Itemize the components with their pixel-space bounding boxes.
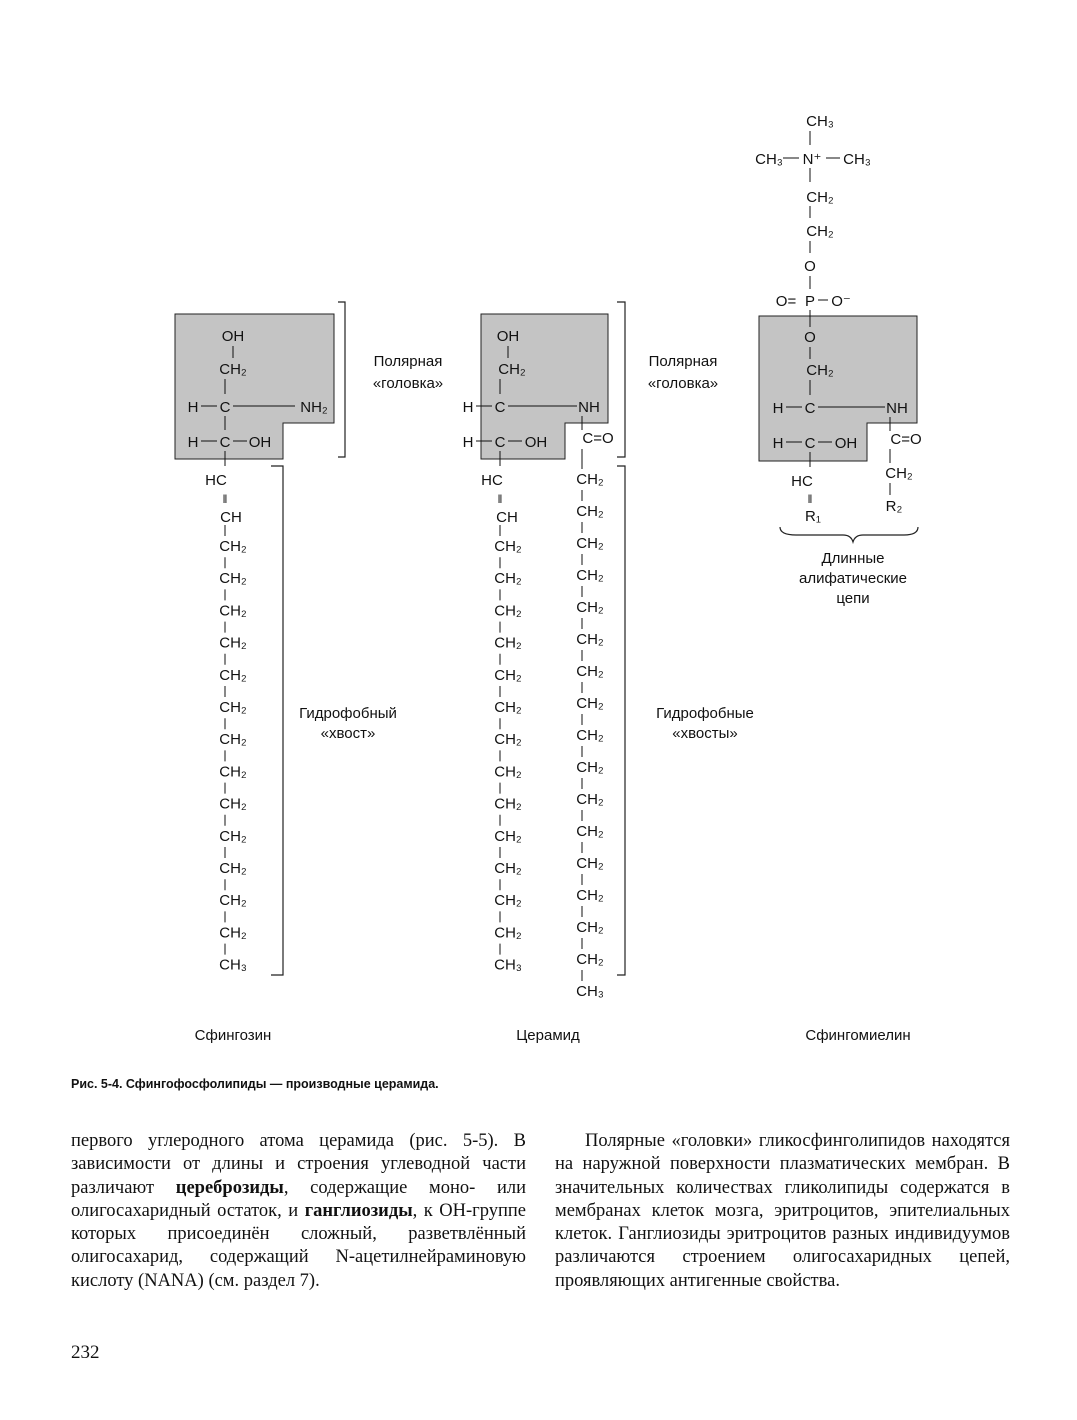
svg-text:OH: OH xyxy=(834,435,858,452)
sphingomyelin-chains-brace xyxy=(780,527,918,542)
figure-caption: Рис. 5-4. Сфингофосфолипиды — производные церамида. xyxy=(71,1077,439,1091)
sphingosine-tail-atoms xyxy=(205,472,242,526)
ceramide-fatty-acid-chain xyxy=(576,458,604,1000)
svg-text:HC: HC xyxy=(205,472,227,489)
chain-ch2: CH₂ xyxy=(494,731,522,749)
chain-ch2: CH₂ xyxy=(576,791,604,808)
svg-text:CH₃: CH₃ xyxy=(755,151,783,168)
chain-ch2: CH₂ xyxy=(494,892,522,910)
chain-ch2: CH₂ xyxy=(494,666,522,684)
sphingosine-tail-bracket xyxy=(271,466,283,975)
svg-text:O=: O= xyxy=(775,293,797,310)
chain-ch3: CH₃ xyxy=(219,956,247,974)
svg-text:CH: CH xyxy=(496,509,518,526)
ceramide-head-label-1: Полярная xyxy=(648,353,718,370)
sphingomyelin-structure xyxy=(755,113,922,1044)
chain-ch2: CH₂ xyxy=(219,763,247,781)
svg-text:C: C xyxy=(494,434,506,451)
sphingomyelin-name: Сфингомиелин xyxy=(805,1027,911,1044)
svg-text:C=O: C=O xyxy=(890,431,922,448)
chain-ch2: CH₂ xyxy=(219,892,247,910)
ceramide-tail-label-2: «хвосты» xyxy=(672,725,738,742)
sphingomyelin-chains-label-1: Длинные xyxy=(821,550,885,567)
sphingosine-structure xyxy=(175,302,443,1044)
chain-ch2: CH₂ xyxy=(219,795,247,813)
chain-ch2: CH₂ xyxy=(219,538,247,555)
sphingosine-head-bracket xyxy=(338,302,345,457)
svg-text:OH: OH xyxy=(221,328,245,345)
chain-ch2: CH₂ xyxy=(576,503,604,520)
chain-ch2: CH₂ xyxy=(219,731,247,749)
sphingosine-head-label-2: «головка» xyxy=(372,375,444,392)
page-number: 232 xyxy=(71,1342,100,1363)
chain-ch2: CH₂ xyxy=(494,699,522,716)
chain-ch2: CH₂ xyxy=(576,471,604,488)
svg-text:CH₃: CH₃ xyxy=(806,113,834,130)
chain-ch2: CH₂ xyxy=(494,827,522,845)
svg-text:CH₂: CH₂ xyxy=(498,361,526,378)
paragraph-right: Полярные «головки» гликосфинголипидов находятся на наружной поверхности плазматических мембран. В значительных количествах гликолипиды содержатся в мембранах клеток мозга, эритроцитов, эпителиальных клеток. Ганглиозиды эритроцитов разных индивидуумов различаются строением олигосахаридных цепей, проявляющих антигенные свойства. xyxy=(555,1131,1010,1291)
paragraph-left: первого углеродного атома церамида (рис. 5-5). В зависимости от длины и строения углеводной части различают цереброзиды, содержащие моно- или олигосахаридный остаток, и ганглиозиды, к ОН-группе которых присоединён сложный, разветвлённый олигосахарид, содержащий N-ацетилнейраминовую кислоту (NANA) (см. раздел 7). xyxy=(71,1131,526,1291)
sphingosine-tail-label-1: Гидрофобный xyxy=(299,705,397,722)
chain-ch2: CH₂ xyxy=(494,795,522,813)
chain-ch2: CH₂ xyxy=(219,634,247,652)
svg-text:H: H xyxy=(772,400,784,417)
chain-ch2: CH₂ xyxy=(219,924,247,942)
chain-ch2: CH₂ xyxy=(494,602,522,620)
svg-text:P: P xyxy=(804,293,816,310)
svg-text:CH₂: CH₂ xyxy=(219,361,247,378)
chain-ch2: CH₂ xyxy=(576,631,604,648)
chain-ch2: CH₂ xyxy=(494,860,522,877)
svg-text:‖: ‖ xyxy=(497,492,503,506)
svg-text:C: C xyxy=(804,400,816,417)
chain-ch2: CH₂ xyxy=(219,699,247,716)
svg-text:H: H xyxy=(772,435,784,452)
svg-text:OH: OH xyxy=(248,434,272,451)
svg-text:CH₃: CH₃ xyxy=(843,151,871,168)
text-column-right xyxy=(555,1130,1010,1293)
ceramide-tail-bracket xyxy=(617,466,625,975)
chain-ch2: CH₂ xyxy=(219,666,247,684)
svg-text:CH: CH xyxy=(220,509,242,526)
sphingomyelin-chains-label-3: цепи xyxy=(836,590,870,607)
chain-ch2: CH₂ xyxy=(219,860,247,877)
chain-ch2: CH₂ xyxy=(576,951,604,968)
sphingosine-tail-label-2: «хвост» xyxy=(320,725,376,742)
chain-ch2: CH₂ xyxy=(576,823,604,840)
svg-text:OH: OH xyxy=(496,328,520,345)
chain-ch2: CH₂ xyxy=(576,695,604,712)
svg-text:H: H xyxy=(462,399,474,416)
chain-ch3: CH₃ xyxy=(494,956,522,974)
sphingosine-name: Сфингозин xyxy=(194,1027,272,1044)
svg-text:H: H xyxy=(462,434,474,451)
chain-ch2: CH₂ xyxy=(576,887,604,904)
chain-ch2: CH₂ xyxy=(494,924,522,942)
svg-text:O: O xyxy=(804,329,816,346)
svg-text:‖: ‖ xyxy=(807,492,813,506)
text-column-left xyxy=(71,1130,526,1293)
svg-text:CH₂: CH₂ xyxy=(806,189,834,206)
svg-text:HC: HC xyxy=(481,472,503,489)
svg-text:H: H xyxy=(187,399,199,416)
chain-ch2: CH₂ xyxy=(576,919,604,936)
chain-ch2: CH₂ xyxy=(576,727,604,744)
svg-text:C: C xyxy=(804,435,816,452)
svg-text:‖: ‖ xyxy=(222,492,228,506)
chain-ch3: CH₃ xyxy=(576,983,604,1000)
svg-text:R₂: R₂ xyxy=(885,498,903,515)
chain-ch2: CH₂ xyxy=(494,570,522,588)
svg-text:N⁺: N⁺ xyxy=(802,151,822,168)
svg-text:R₁: R₁ xyxy=(805,508,821,525)
chain-ch2: CH₂ xyxy=(576,855,604,872)
svg-text:C=O: C=O xyxy=(582,430,614,447)
chain-ch2: CH₂ xyxy=(576,663,604,680)
chain-ch2: CH₂ xyxy=(576,535,604,552)
svg-text:NH₂: NH₂ xyxy=(300,399,328,416)
ceramide-tail-atoms xyxy=(481,472,518,526)
ceramide-head-label-2: «головка» xyxy=(647,375,719,392)
svg-text:HC: HC xyxy=(791,473,813,490)
sphingosine-head-label-1: Полярная xyxy=(373,353,443,370)
svg-text:O: O xyxy=(804,258,816,275)
svg-text:C: C xyxy=(219,399,231,416)
chain-ch2: CH₂ xyxy=(576,599,604,616)
sphingomyelin-chains-label-2: алифатические xyxy=(798,570,908,587)
chain-ch2: CH₂ xyxy=(494,634,522,652)
svg-text:C: C xyxy=(494,399,506,416)
chain-ch2: CH₂ xyxy=(219,570,247,588)
svg-text:NH: NH xyxy=(886,400,908,417)
svg-text:CH₂: CH₂ xyxy=(806,223,834,240)
svg-text:H: H xyxy=(187,434,199,451)
chain-ch2: CH₂ xyxy=(219,827,247,845)
svg-text:OH: OH xyxy=(524,434,548,451)
ceramide-head-bracket xyxy=(617,302,625,457)
ceramide-structure xyxy=(463,302,754,1044)
chain-ch2: CH₂ xyxy=(219,602,247,620)
sphingomyelin-tail-atoms xyxy=(791,465,913,525)
svg-text:C: C xyxy=(219,434,231,451)
svg-text:CH₂: CH₂ xyxy=(806,362,834,379)
svg-text:CH₂: CH₂ xyxy=(885,465,913,482)
ceramide-sphingosine-chain xyxy=(494,525,522,974)
chain-ch2: CH₂ xyxy=(576,567,604,584)
chain-ch2: CH₂ xyxy=(576,759,604,776)
sphingomyelin-choline-phosphate xyxy=(755,113,871,327)
ceramide-name: Церамид xyxy=(516,1027,580,1044)
ceramide-tail-label-1: Гидрофобные xyxy=(656,705,754,722)
chain-ch2: CH₂ xyxy=(494,763,522,781)
svg-text:NH: NH xyxy=(578,399,600,416)
svg-text:O⁻: O⁻ xyxy=(831,293,851,310)
chain-ch2: CH₂ xyxy=(494,538,522,555)
sphingosine-hydrocarbon-chain xyxy=(219,525,247,974)
